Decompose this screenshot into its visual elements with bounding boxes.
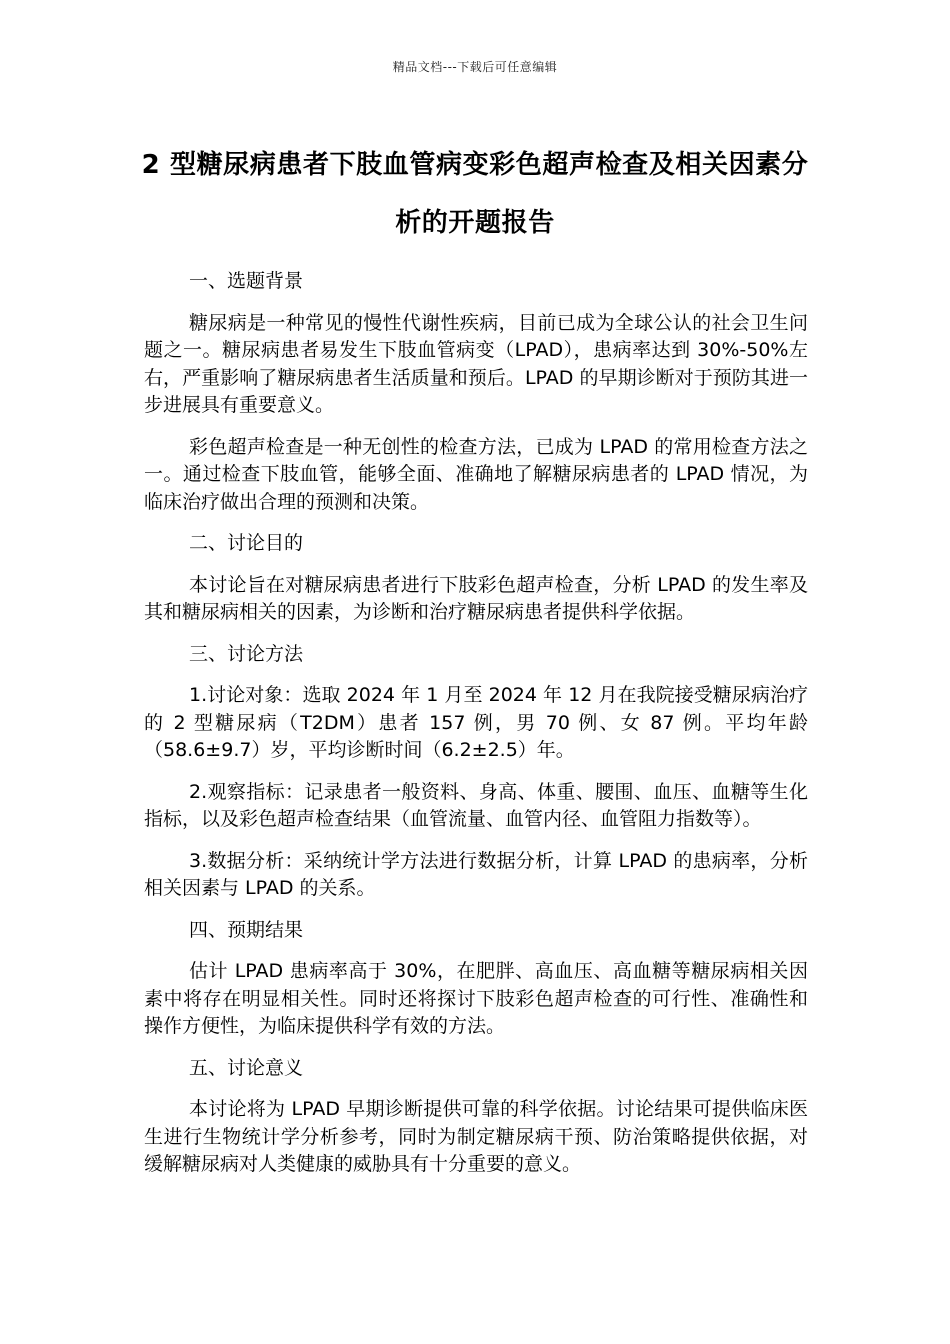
paragraph: 本讨论旨在对糖尿病患者进行下肢彩色超声检查，分析 LPAD 的发生率及其和糖尿病相关的因素，为诊断和治疗糖尿病患者提供科学依据。: [144, 573, 808, 623]
section-heading-purpose: 二、讨论目的: [189, 532, 304, 554]
section-heading-background: 一、选题背景: [189, 270, 304, 292]
section-heading-methods: 三、讨论方法: [189, 642, 304, 665]
document-body: [144, 268, 808, 1193]
document-title: 2 型糖尿病患者下肢血管病变彩色超声检查及相关因素分析的开题报告: [141, 150, 809, 238]
paragraph: 彩色超声检查是一种无创性的检查方法，已成为 LPAD 的常用检查方法之一。通过检查下肢血管，能够全面、准确地了解糖尿病患者的 LPAD 情况，为临床治疗做出合理的预测和决策。: [144, 435, 808, 513]
header-note: 精品文档---下载后可任意编辑: [392, 60, 558, 74]
paragraph: 糖尿病是一种常见的慢性代谢性疾病，目前已成为全球公认的社会卫生问题之一。糖尿病患者易发生下肢血管病变（LPAD），患病率达到 30%-50%左右，严重影响了糖尿病患者生活质量和预后。LPAD 的早期诊断对于预防其进一步进展具有重要意义。: [144, 311, 808, 416]
paragraph: 3.数据分析：采纳统计学方法进行数据分析，计算 LPAD 的患病率，分析相关因素与 LPAD 的关系。: [144, 849, 808, 899]
paragraph: 本讨论将为 LPAD 早期诊断提供可靠的科学依据。讨论结果可提供临床医生进行生物统计学分析参考，同时为制定糖尿病干预、防治策略提供依据，对缓解糖尿病对人类健康的威胁具有十分重要的意义。: [144, 1098, 808, 1175]
section-heading-significance: 五、讨论意义: [189, 1056, 304, 1079]
paragraph: 1.讨论对象：选取 2024 年 1 月至 2024 年 12 月在我院接受糖尿病治疗的 2 型糖尿病（T2DM）患者 157 例，男 70 例、女 87 例。平均年龄（58.6±9.7）岁，平均诊断时间（6.2±2.5）年。: [144, 684, 808, 761]
section-heading-expected-results: 四、预期结果: [189, 918, 304, 941]
paragraph: 2.观察指标：记录患者一般资料、身高、体重、腰围、血压、血糖等生化指标，以及彩色超声检查结果（血管流量、血管内径、血管阻力指数等）。: [144, 780, 808, 830]
paragraph: 估计 LPAD 患病率高于 30%，在肥胖、高血压、高血糖等糖尿病相关因素中将存在明显相关性。同时还将探讨下肢彩色超声检查的可行性、准确性和操作方便性，为临床提供科学有效的方法。: [144, 960, 808, 1037]
